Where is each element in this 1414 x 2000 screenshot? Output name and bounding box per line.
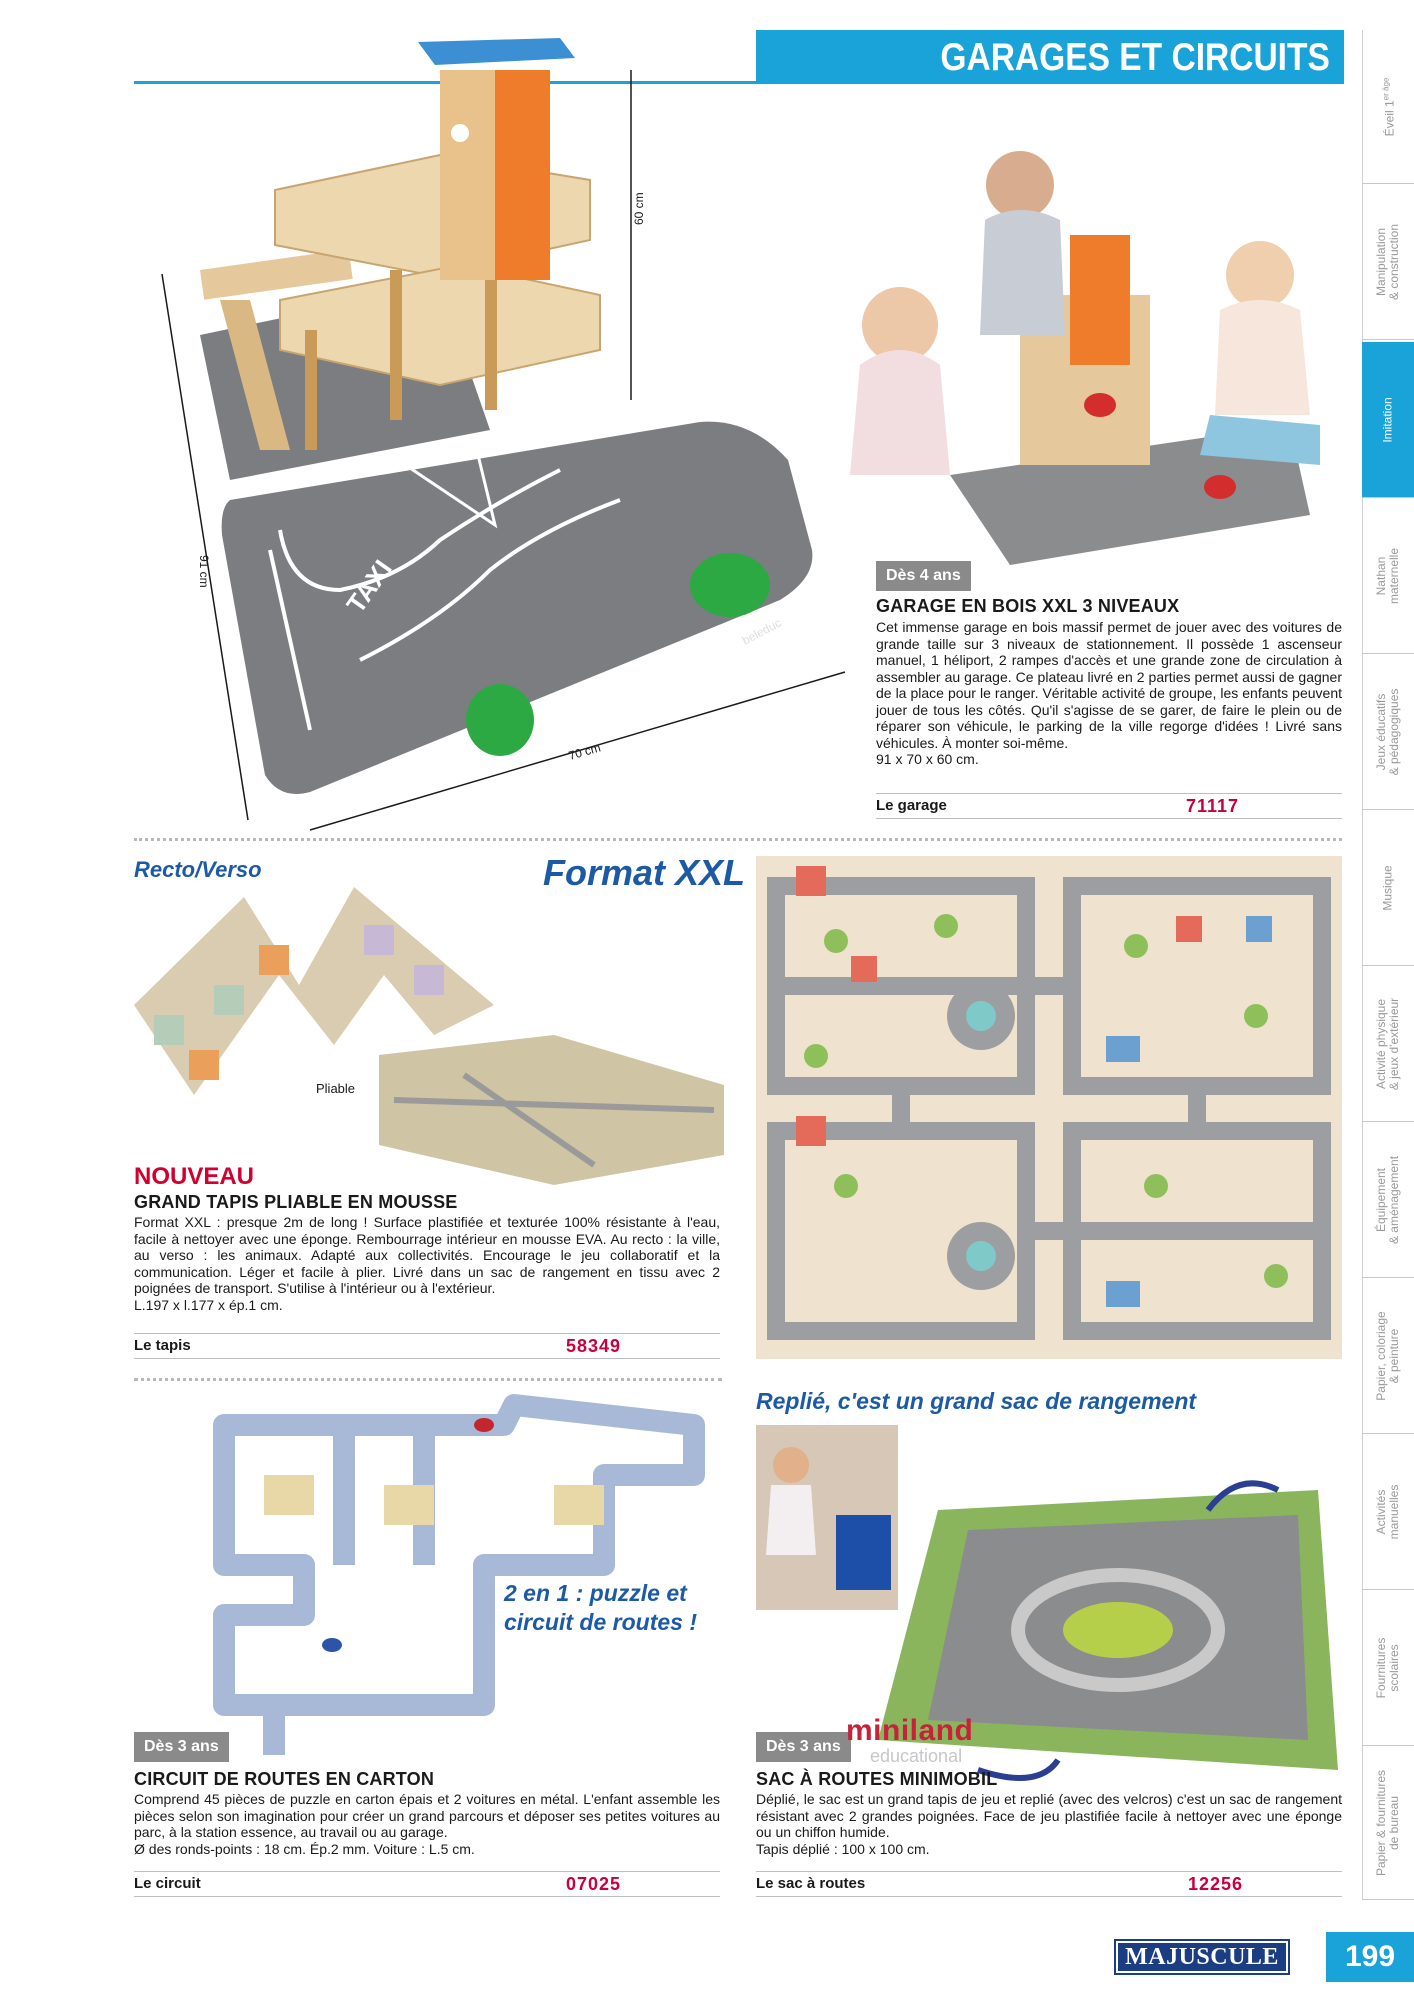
tapis-title: GRAND TAPIS PLIABLE EN MOUSSE [134, 1192, 458, 1212]
garage-ref-number: 71117 [1186, 796, 1240, 816]
garage-title: GARAGE EN BOIS XXL 3 NIVEAUX [876, 596, 1180, 616]
page-number: 199 [1326, 1932, 1414, 1982]
sac-age-badge: Dès 3 ans [756, 1732, 851, 1762]
page-title: GARAGES ET CIRCUITS [756, 30, 1344, 84]
dimension-height-label: 60 cm [632, 192, 646, 225]
format-xxl-caption: Format XXL [543, 852, 746, 893]
sidebar [1362, 30, 1414, 1900]
tab-activites-manuelles[interactable]: Activités manuelles [1362, 1434, 1414, 1590]
section-divider [134, 1378, 722, 1381]
circuit-puzzle-image [184, 1385, 714, 1765]
mat-taxi-label: TAXI [340, 554, 398, 619]
dimension-depth-label: 91 cm [197, 555, 211, 588]
recto-verso-caption: Recto/Verso [134, 857, 262, 882]
pliable-label: Pliable [316, 1081, 356, 1096]
circuit-ref-label: Le circuit [134, 1875, 201, 1892]
sac-child-photo [756, 1425, 898, 1610]
mat-brand-label: beleduc [739, 615, 784, 648]
tapis-folded-image [134, 885, 724, 1185]
tab-fournitures-scolaires[interactable]: Fournitures scolaires [1362, 1590, 1414, 1746]
tab-jeux-educatifs[interactable]: Jeux éducatifs & pédagogiques [1362, 654, 1414, 810]
footer-brand-logo: MAJUSCULE [1116, 1941, 1288, 1973]
tab-papier-bureau[interactable]: Papier & fournitures de bureau [1362, 1746, 1414, 1900]
circuit-description: Comprend 45 pièces de puzzle en carton épais et 2 voitures en métal. L'enfant assemble les pièces selon son imagination pour créer un grand parcours et déposer ses petites voitures au parc, à la station essence, au travail ou au garage. Ø des ronds-points : 18 cm. Ép.2 mm. Voiture : L.5 cm. [134, 1791, 720, 1857]
circuit-ref-row [134, 1871, 720, 1897]
garage-ref-row [876, 793, 1342, 819]
sac-title: SAC À ROUTES MINIMOBIL [756, 1769, 998, 1789]
tab-eveil[interactable]: Éveil $1^{er âge}$ [1362, 30, 1414, 184]
tab-manipulation[interactable]: Manipulation & construction [1362, 184, 1414, 340]
tab-activite-physique[interactable]: Activité physique & jeux d'extérieur [1362, 966, 1414, 1122]
garage-age-badge: Dès 4 ans [876, 561, 971, 591]
sac-ref-row [756, 1871, 1342, 1897]
tapis-description: Format XXL : presque 2m de long ! Surface plastifiée et texturée 100% résistante à l'eau, facile à nettoyer avec une éponge. Rembourrage intérieur en mousse EVA. Au recto : la ville, au verso : les animaux. Adapté aux collectivités. Encourage le jeu collaboratif et la communication. Léger et facile à plier. Livré dans un sac de rangement en tissu avec 2 poignées de transport. S'utilise à l'intérieur ou à l'extérieur. L.197 x l.177 x ép.1 cm. [134, 1214, 720, 1313]
city-mat-image [756, 856, 1342, 1359]
circuit-age-badge: Dès 3 ans [134, 1732, 229, 1762]
circuit-ref-number: 07025 [566, 1874, 622, 1894]
tab-musique[interactable]: Musique [1362, 810, 1414, 966]
dimension-width-label: 70 cm [566, 740, 603, 763]
garage-description: Cet immense garage en bois massif permet de jouer avec des voitures de grande taille sur 3 niveaux de stationnement. Il possède 1 ascenseur manuel, 1 héliport, 2 rampes d'accès et une grande zone de circulation à assembler au garage. Ce plateau livré en 2 parties permet aussi de gagner de la place pour le ranger. Véritable activité de groupe, les enfants peuvent jouer de tous les côtés. Qu'il s'agisse de se garer, de faire le plein ou de réparer son véhicule, le parking de la ville regorge d'idées ! Livré sans véhicules. À monter soi-même. 91 x 70 x 60 cm. [876, 619, 1342, 767]
nouveau-label: NOUVEAU [134, 1163, 255, 1190]
tab-equipement[interactable]: Équipement & aménagement [1362, 1122, 1414, 1278]
garage-ref-label: Le garage [876, 797, 947, 814]
garage-product-image [140, 30, 850, 840]
section-divider [134, 838, 1342, 841]
tapis-ref-label: Le tapis [134, 1337, 191, 1354]
tapis-ref-row [134, 1333, 720, 1359]
sac-ref-label: Le sac à routes [756, 1875, 866, 1892]
tab-papier-coloriage[interactable]: Papier, coloriage & peinture [1362, 1278, 1414, 1434]
circuit-title: CIRCUIT DE ROUTES EN CARTON [134, 1769, 435, 1789]
tab-imitation[interactable]: Imitation [1362, 342, 1414, 498]
tapis-ref-number: 58349 [566, 1336, 622, 1356]
sac-ref-number: 12256 [1188, 1874, 1244, 1894]
miniland-logo-sub: educational [870, 1746, 963, 1766]
miniland-logo: miniland [846, 1714, 974, 1747]
sac-description: Déplié, le sac est un grand tapis de jeu et replié (avec des velcros) c'est un sac de rangement résistant avec 2 grandes poignées. Face de jeu plastifiée facile à nettoyer avec une éponge ou un chiffon humide. Tapis déplié : 100 x 100 cm. [756, 1791, 1342, 1857]
garage-kids-photo [820, 95, 1340, 565]
sac-caption: Replié, c'est un grand sac de rangement [756, 1388, 1197, 1414]
tab-nathan[interactable]: Nathan maternelle [1362, 498, 1414, 654]
puzzle-caption: 2 en 1 : puzzle et circuit de routes ! [504, 1580, 697, 1635]
